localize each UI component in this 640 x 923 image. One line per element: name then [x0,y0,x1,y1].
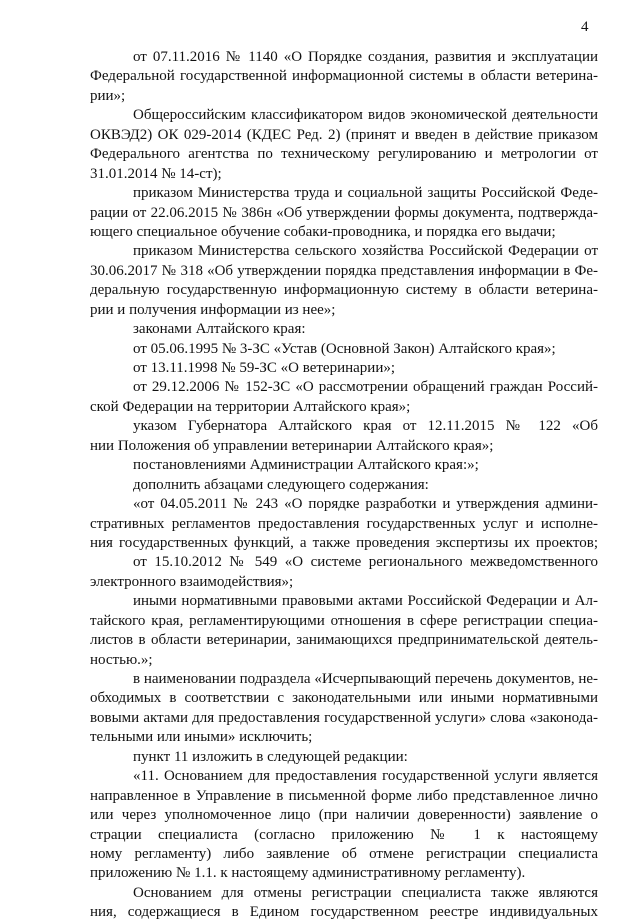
text-line: иными нормативными правовыми актами Российской Федерации и Ал- [133,593,598,610]
text-line: ния, содержащиеся в Едином государственном реестре индивидуальных [90,904,598,921]
text-line: тельными или иными» исключить; [90,729,313,746]
text-line: 30.06.2017 № 318 «Об утверждении порядка представления информации в Фе- [90,262,598,279]
text-line: вовыми актами для предоставления государственной услуги» слова «законода- [90,709,598,726]
text-line: постановлениями Администрации Алтайского края:»; [133,457,479,474]
text-line: приложению № 1.1. к настоящему административному регламенту). [90,865,526,882]
text-line: Общероссийским классификатором видов экономической деятельности [133,107,598,124]
text-line: «от 04.05.2011 № 243 «О порядке разработки и утверждения админи- [133,496,598,513]
text-line: Федерального агентства по техническому регулированию и метрологии от [90,146,598,163]
text-line: тайского края, регламентирующими отношения в сфере регистрации специа- [90,612,598,629]
text-line: Основанием для отмены регистрации специалиста также являются [133,884,598,901]
text-line: ному регламенту) либо заявление об отмене регистрации специалиста [90,845,598,862]
text-line: деральную государственную информационную систему в области ветерина- [90,282,598,299]
text-line: нии Положения об управлении ветеринарии Алтайского края»; [90,437,494,454]
text-line: ской Федерации на территории Алтайского края»; [90,398,411,415]
text-line: от 05.06.1995 № 3-ЗС «Устав (Основной Закон) Алтайского края»; [133,340,556,357]
page-number: 4 [581,19,589,35]
text-line: ния государственных функций, а также проведения экспертизы их проектов; [90,534,598,551]
text-line: Федеральной государственной информационной системы в области ветерина- [90,68,598,85]
text-line: дополнить абзацами следующего содержания: [133,476,429,493]
text-line: приказом Министерства труда и социальной защиты Российской Феде- [133,185,598,202]
text-line: рии»; [90,87,126,104]
text-line: ностью.»; [90,651,153,668]
text-line: от 15.10.2012 № 549 «О системе регионального межведомственного [133,554,598,571]
text-line: указом Губернатора Алтайского края от 12.11.2015 № 122 «Об [133,418,598,435]
text-line: в наименовании подраздела «Исчерпывающий перечень документов, не- [133,671,598,687]
text-line: от 07.11.2016 № 1140 «О Порядке создания, развития и эксплуатации [133,49,598,65]
text-line: ОКВЭД2) ОК 029-2014 (КДЕС Ред. 2) (принят и введен в действие приказом [90,126,598,143]
document-body [90,48,598,923]
text-line: приказом Министерства сельского хозяйства Российской Федерации от [133,243,598,260]
text-line: направленное в Управление в письменной форме либо представленное лично [90,787,598,804]
text-line: стративных регламентов предоставления государственных услуг и исполне- [90,515,598,532]
text-line: «11. Основанием для предоставления государственной услуги является [133,768,598,785]
text-line: листов в области ветеринарии, занимающихся предпринимательской деятель- [90,632,598,649]
text-line: 31.01.2014 № 14-ст); [90,165,222,182]
text-line: от 13.11.1998 № 59-ЗС «О ветеринарии»; [133,360,396,376]
text-line: ющего специальное обучение собаки-проводника, и порядка его выдачи; [90,223,556,240]
text-line: электронного взаимодействия»; [90,573,294,590]
text-line: пункт 11 изложить в следующей редакции: [133,748,408,765]
text-line: законами Алтайского края: [133,321,306,338]
text-line: рии и получения информации из нее»; [90,301,336,318]
text-line: от 29.12.2006 № 152-ЗС «О рассмотрении обращений граждан Россий- [133,379,598,396]
text-line: страции специалиста (согласно приложению № 1 к настоящему [90,826,598,843]
text-line: или через уполномоченное лицо (при наличии доверенности) заявление о [90,807,598,824]
text-line: рации от 22.06.2015 № 386н «Об утверждении формы документа, подтвержда- [90,204,598,221]
text-line: обходимых в соответствии с законодательными или иными нормативными [90,690,598,707]
